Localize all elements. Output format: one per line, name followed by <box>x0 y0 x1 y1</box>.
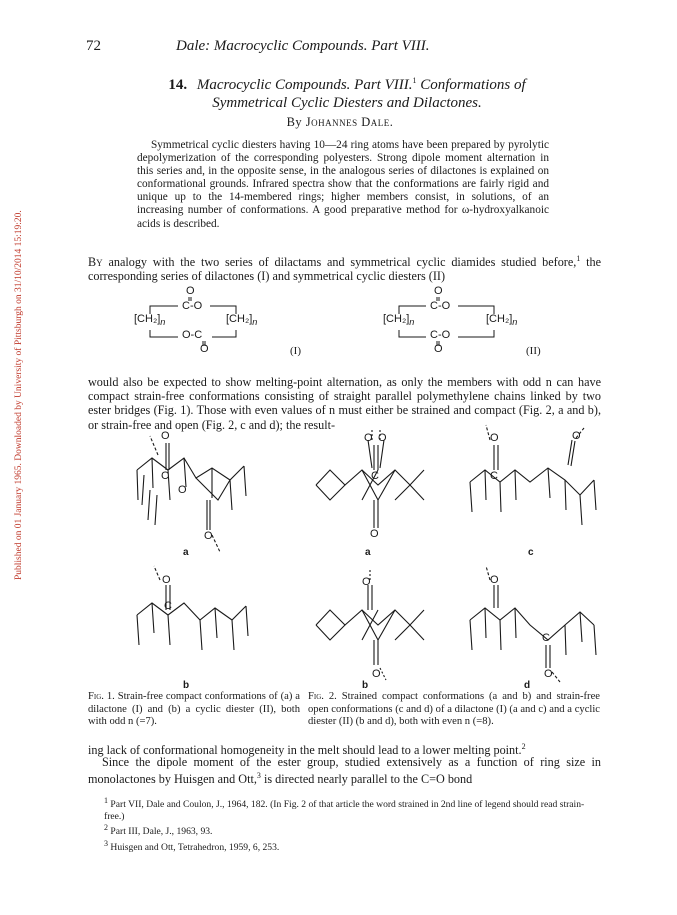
abstract: Symmetrical cyclic diesters having 10—24 ring atoms have been prepared by pyrolytic depolymerization of the corresponding polyesters. Strong dipole moment alternation in this series and, in the opposite sense, in the analogous series of dilactones is explained on conformational grounds. Infrared spectra show that the conformations are fairly rigid and unique up to the 14-membered rings; higher members consist, in solutions, of an increasing number of conformations. A good preparative method for ω-hydroxyalkanoic acids is described. <box>137 139 549 230</box>
fig1b-carbon: C <box>164 600 172 612</box>
fig2a-carbon: C <box>371 470 379 482</box>
fig2-label-a: a <box>365 547 371 558</box>
dipole-text-a: Since the dipole moment of the ester group, studied extensively as a function of ring size in monolactones by Huisgen and Ott, <box>88 755 601 787</box>
intro-text-b: the corresponding series of dilactones (I) and symmetrical cyclic diesters (II) <box>88 255 601 284</box>
fig2-label-b: b <box>362 680 369 691</box>
formula-II-bottom-oxygen: O <box>434 343 443 355</box>
article-number: 14. <box>168 77 188 93</box>
dipole-footnote-mark: 3 <box>256 771 261 781</box>
melting-text: ing lack of conformational homogeneity in the melt should lead to a lower melting point. <box>88 743 522 758</box>
footnotes <box>104 795 604 853</box>
fig1-label-b: b <box>183 680 190 691</box>
fig1a-carbon: C <box>161 470 169 482</box>
fig1a-drawing <box>137 436 246 552</box>
formula-II-bottom-group: C-O <box>430 329 451 341</box>
fig2-label-c: c <box>528 547 534 558</box>
formula-I-label: (I) <box>290 345 301 357</box>
fig1b-drawing <box>137 566 248 650</box>
formula-II-left-chain: $[CH_2]_n$ <box>383 313 415 328</box>
download-notice-text: Published on 01 January 1965. Downloaded by University of Pittsburgh on 31/10/2014 15:19:20. <box>14 210 24 580</box>
fig2d-carbon: C <box>542 632 550 644</box>
fig1-caption <box>88 691 300 729</box>
title-line1: Macrocyclic Compounds. Part VIII. <box>196 77 413 93</box>
fig1-label-a: a <box>183 547 189 558</box>
formula-II-label: (II) <box>526 345 541 357</box>
fig2a-bottom-oxygen: O <box>370 528 379 540</box>
running-title: Dale: Macrocyclic Compounds. Part VIII. <box>176 38 430 54</box>
fig1a-ring-oxygen: O <box>178 484 187 496</box>
paragraph-dipole <box>88 755 601 786</box>
formula-I-right-chain: $[CH_2]_n$ <box>226 313 258 328</box>
fig2a-drawing <box>316 430 424 528</box>
fig2-caption-text: Strained compact conformations (a and b) and strain-free open conformations (c and d) of a dilactone (I) (a and c) and a cyclic diester (II) (b and d), both with even n (=8). <box>308 691 600 728</box>
formula-I-top-group: C-O <box>182 300 203 312</box>
intro-lead: By <box>88 255 103 270</box>
formula-I-bottom-group: O-C <box>182 329 203 341</box>
fig1-caption-lead: Fig. 1. <box>88 691 115 702</box>
melting-footnote-mark: 2 <box>521 742 526 751</box>
fig2a-oxygen-1: O <box>364 432 373 444</box>
footnote-1: $^1$ Part VII, Dale and Coulon, J., 1964, 182. (In Fig. 2 of that article the word strained in 2nd line of legend should read strain-free.) <box>104 796 585 822</box>
page-number: 72 <box>86 38 101 54</box>
fig1a-oxygen: O <box>161 430 170 442</box>
fig2d-bottom-oxygen: O <box>544 668 553 680</box>
formula-I-left-chain: $[CH_2]_n$ <box>134 313 166 328</box>
paragraph-conformations: would also be expected to show melting-point alternation, as only the members with odd n can have compact strain-free conformations consisting of straight parallel polymethylene chains linked by two ester bridges (Fig. 1). Those with even values of n must either be strained and compact (Fig. 2, a and b), or strain-free and open (Fig. 2, c and d); the result- <box>88 375 601 432</box>
fig2b-bottom-oxygen: O <box>372 668 381 680</box>
title-line2: Symmetrical Cyclic Diesters and Dilactones. <box>212 95 482 111</box>
formula-II-right-chain: $[CH_2]_n$ <box>486 313 518 328</box>
formula-I-top-oxygen: O <box>186 285 195 297</box>
fig1-caption-text: Strain-free compact conformations of (a) a dilactone (I) and (b) a cyclic diester (II), both with odd n (=7). <box>88 691 300 728</box>
dipole-text-b: is directed nearly parallel to the C=O bond <box>263 772 473 787</box>
author-name: Johannes Dale. <box>305 115 394 129</box>
formula-I-bottom-oxygen: O <box>200 343 209 355</box>
title-footnote-mark: 1 <box>412 76 417 85</box>
intro-footnote-mark: 1 <box>576 254 581 263</box>
footnote-2: $^2$ Part III, Dale, J., 1963, 93. <box>104 823 213 838</box>
fig2d-oxygen: O <box>490 574 499 586</box>
intro-text-a: analogy with the two series of dilactams and symmetrical cyclic diamides studied before, <box>108 255 577 270</box>
fig2-caption <box>308 691 600 729</box>
title-line1b: Conformations of <box>420 77 526 93</box>
formula-II-top-oxygen: O <box>434 285 443 297</box>
fig1b-oxygen: O <box>162 574 171 586</box>
fig2d-drawing <box>470 566 596 682</box>
fig2-caption-lead: Fig. 2. <box>308 691 337 702</box>
fig1a-bottom-oxygen: O <box>204 530 213 542</box>
formula-II-top-group: C-O <box>430 300 451 312</box>
fig2a-oxygen-2: O <box>378 432 387 444</box>
fig2c-oxygen: O <box>490 432 499 444</box>
fig2c-right-oxygen: O <box>572 430 581 442</box>
fig2c-carbon: C <box>490 470 498 482</box>
footnote-3: $^3$ Huisgen and Ott, Tetrahedron, 1959, 6, 253. <box>104 838 280 853</box>
author-prefix: By <box>286 115 303 129</box>
fig2b-oxygen: O <box>362 576 371 588</box>
fig2-label-d: d <box>524 680 531 691</box>
